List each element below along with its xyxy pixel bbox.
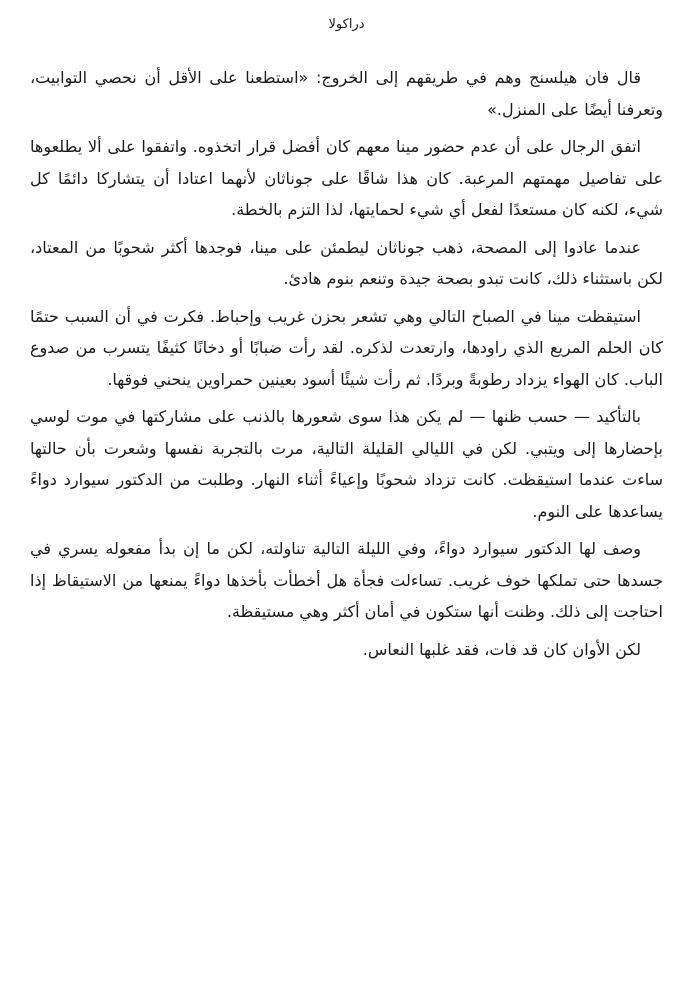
paragraph-3: عندما عادوا إلى المصحة، ذهب جوناثان ليطمئن على مينا، فوجدها أكثر شحوبًا من المعتاد، لكن باستثناء ذلك، كانت تبدو بصحة جيدة وتنعم بنوم هادئ.: [30, 237, 663, 288]
paragraph-4: استيقظت مينا في الصباح التالي وهي تشعر بحزن غريب وإحباط. فكرت في أن السبب حتمًا كان الحلم المريع الذي راودها، وارتعدت لذكره. لقد رأت ضبابًا أو دخانًا كثيفًا يتسرب من صدوع الباب. كان الهواء يزداد رطوبةً وبردًا. ثم رأت شيئًا أسود بعينين حمراوين ينحني فوقها.: [30, 306, 663, 389]
paragraph-7: لكن الأوان كان قد فات، فقد غلبها النعاس.: [362, 639, 641, 659]
paragraph-2: اتفق الرجال على أن عدم حضور مينا معهم كان أفضل قرار اتخذوه. واتفقوا على ألا يطلعوها على تفاصيل مهمتهم المرعبة. كان هذا شاقًا على جوناثان لأنهما اعتادا أن يتشاركا دائمًا كل شيء، لكنه كان مستعدًا لفعل أي شيء لحمايتها، لذا التزم بالخطة.: [30, 137, 663, 219]
paragraph-5: بالتأكيد — حسب ظنها — لم يكن هذا سوى شعورها بالذنب على مشاركتها في موت لوسي بإحضارها إلى ويتبي. لكن في الليالي القليلة التالية، مرت بالتجربة نفسها وشعرت بأن حالتها ساءت عندما استيقظت. كانت تزداد شحوبًا وإعياءً أثناء النهار. وطلبت من الدكتور سيوارد دواءً يساعدها على النوم.: [30, 407, 663, 521]
body-text: [30, 62, 663, 671]
running-header-title: دراكولا: [328, 17, 365, 32]
paragraph-6: وصف لها الدكتور سيوارد دواءً، وفي الليلة التالية تناولته، لكن ما إن بدأ مفعوله يسري في جسدها حتى تملكها خوف غريب. تساءلت فجأة هل أخطأت بأخذها دواءً يمنعها من الاستيقاظ إذا احتاجت إلى ذلك. وظنت أنها ستكون في أمان أكثر وهي مستيقظة.: [30, 539, 663, 621]
paragraph-1: قال فان هيلسنج وهم في طريقهم إلى الخروج: «استطعنا على الأقل أن نحصي التوابيت، وتعرفنا أيضًا على المنزل.»: [30, 68, 663, 119]
